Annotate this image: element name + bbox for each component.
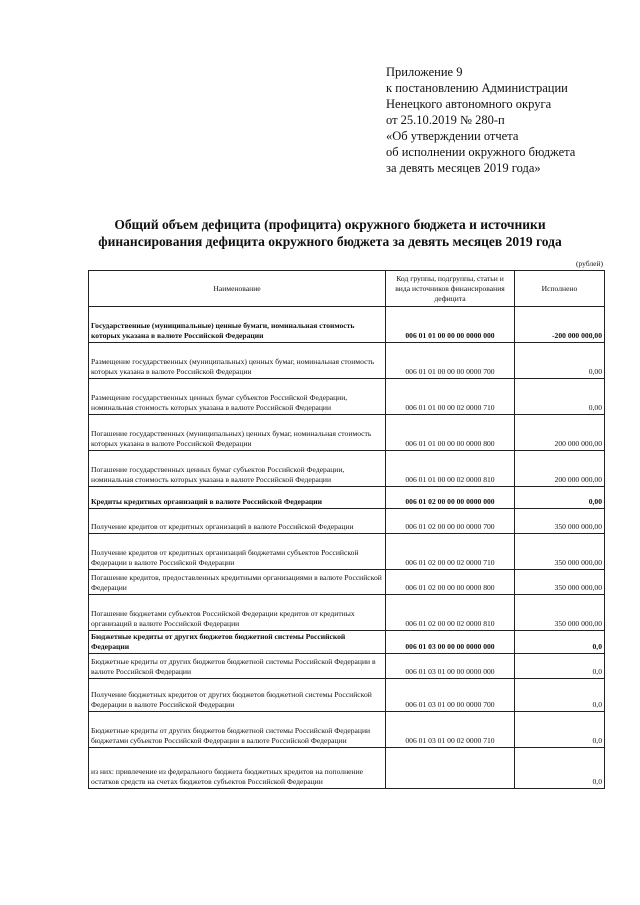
header-code: Код группы, подгруппы, статьи и вида источников финансирования дефицита <box>386 271 515 307</box>
row-name: Размещение государственных (муниципальных) ценных бумаг, номинальная стоимость которых указана в валюте Российской Федерации <box>89 343 386 379</box>
row-value: 0,00 <box>515 343 605 379</box>
row-name: Государственные (муниципальные) ценные бумаги, номинальная стоимость которых указана в валюте Российской Федерации <box>89 307 386 343</box>
row-value: 0,0 <box>515 654 605 679</box>
row-name: Получение кредитов от кредитных организаций бюджетами субъектов Российской Федерации в валюте Российской Федерации <box>89 534 386 570</box>
row-code: 006 01 01 00 00 00 0000 700 <box>386 343 515 379</box>
row-code: 006 01 02 00 00 00 0000 000 <box>386 487 515 509</box>
title-line-2: финансирования дефицита окружного бюджета за девять месяцев 2019 года <box>98 234 562 249</box>
row-value: 0,0 <box>515 631 605 654</box>
row-name: Получение кредитов от кредитных организаций в валюте Российской Федерации <box>89 509 386 534</box>
row-value: 200 000 000,00 <box>515 451 605 487</box>
row-code: 006 01 01 00 00 02 0000 810 <box>386 451 515 487</box>
row-name: Бюджетные кредиты от других бюджетов бюджетной системы Российской Федерации в валюте Российской Федерации <box>89 654 386 679</box>
table-row <box>89 654 605 679</box>
row-value: 350 000 000,00 <box>515 509 605 534</box>
title-line-1: Общий объем дефицита (профицита) окружного бюджета и источники <box>114 217 546 232</box>
row-name: Погашение государственных ценных бумаг субъектов Российской Федерации, номинальная стоимость которых указана в валюте Российской Федерации <box>89 451 386 487</box>
row-name: Кредиты кредитных организаций в валюте Российской Федерации <box>89 487 386 509</box>
table-row <box>89 415 605 451</box>
row-code: 006 01 02 00 00 02 0000 710 <box>386 534 515 570</box>
row-code: 006 01 01 00 00 00 0000 000 <box>386 307 515 343</box>
row-code: 006 01 03 01 00 00 0000 700 <box>386 679 515 712</box>
appendix-line: к постановлению Администрации <box>386 81 568 95</box>
row-name: Бюджетные кредиты от других бюджетов бюджетной системы Российской Федерации <box>89 631 386 654</box>
appendix-line: от 25.10.2019 № 280-п <box>386 113 505 127</box>
table-row <box>89 451 605 487</box>
row-code: 006 01 02 00 00 00 0000 700 <box>386 509 515 534</box>
row-value: 0,00 <box>515 487 605 509</box>
table-row <box>89 487 605 509</box>
header-name: Наименование <box>89 271 386 307</box>
row-value: 350 000 000,00 <box>515 595 605 631</box>
document-title <box>60 216 600 250</box>
row-name: из них: привлечение из федерального бюджета бюджетных кредитов на пополнение остатков средств на счетах бюджетов субъектов Российской Федерации <box>89 748 386 789</box>
appendix-line: об исполнении окружного бюджета <box>386 145 576 159</box>
appendix-line: «Об утверждении отчета <box>386 129 519 143</box>
appendix-line: за девять месяцев 2019 года» <box>386 161 541 175</box>
deficit-sources-table <box>88 270 605 789</box>
table-row <box>89 748 605 789</box>
row-code <box>386 748 515 789</box>
row-name: Размещение государственных ценных бумаг субъектов Российской Федерации, номинальная стоимость которых указана в валюте Российской Федерации <box>89 379 386 415</box>
row-value: 0,00 <box>515 379 605 415</box>
row-value: 350 000 000,00 <box>515 534 605 570</box>
table-row <box>89 570 605 595</box>
table-row <box>89 307 605 343</box>
row-code: 006 01 02 00 00 02 0000 810 <box>386 595 515 631</box>
row-value: 0,0 <box>515 679 605 712</box>
row-value: 0,0 <box>515 712 605 748</box>
row-name: Погашение государственных (муниципальных) ценных бумаг, номинальная стоимость которых указана в валюте Российской Федерации <box>89 415 386 451</box>
table-header-row <box>89 271 605 307</box>
row-value: -200 000 000,00 <box>515 307 605 343</box>
row-value: 350 000 000,00 <box>515 570 605 595</box>
table-row <box>89 343 605 379</box>
table-row <box>89 631 605 654</box>
table-row <box>89 509 605 534</box>
appendix-line: Ненецкого автономного округа <box>386 97 552 111</box>
row-code: 006 01 01 00 00 02 0000 710 <box>386 379 515 415</box>
table-row <box>89 712 605 748</box>
row-name: Получение бюджетных кредитов от других бюджетов бюджетной системы Российской Федерации в валюте Российской Федерации <box>89 679 386 712</box>
row-code: 006 01 03 00 00 00 0000 000 <box>386 631 515 654</box>
table-row <box>89 679 605 712</box>
table-row <box>89 379 605 415</box>
row-name: Бюджетные кредиты от других бюджетов бюджетной системы Российской Федерации бюджетами субъектов Российской Федерации в валюте Российской Федерации <box>89 712 386 748</box>
row-value: 0,0 <box>515 748 605 789</box>
row-code: 006 01 02 00 00 00 0000 800 <box>386 570 515 595</box>
appendix-line: Приложение 9 <box>386 65 463 79</box>
table-body <box>89 307 605 789</box>
row-code: 006 01 01 00 00 00 0000 800 <box>386 415 515 451</box>
table-row <box>89 595 605 631</box>
row-value: 200 000 000,00 <box>515 415 605 451</box>
header-executed: Исполнено <box>515 271 605 307</box>
row-name: Погашение бюджетами субъектов Российской Федерации кредитов от кредитных организаций в валюте Российской Федерации <box>89 595 386 631</box>
table-row <box>89 534 605 570</box>
row-name: Погашение кредитов, предоставленных кредитными организациями в валюте Российской Федерации <box>89 570 386 595</box>
unit-label: (рублей) <box>575 259 603 268</box>
row-code: 006 01 03 01 00 02 0000 710 <box>386 712 515 748</box>
appendix-block <box>386 64 626 176</box>
row-code: 006 01 03 01 00 00 0000 000 <box>386 654 515 679</box>
